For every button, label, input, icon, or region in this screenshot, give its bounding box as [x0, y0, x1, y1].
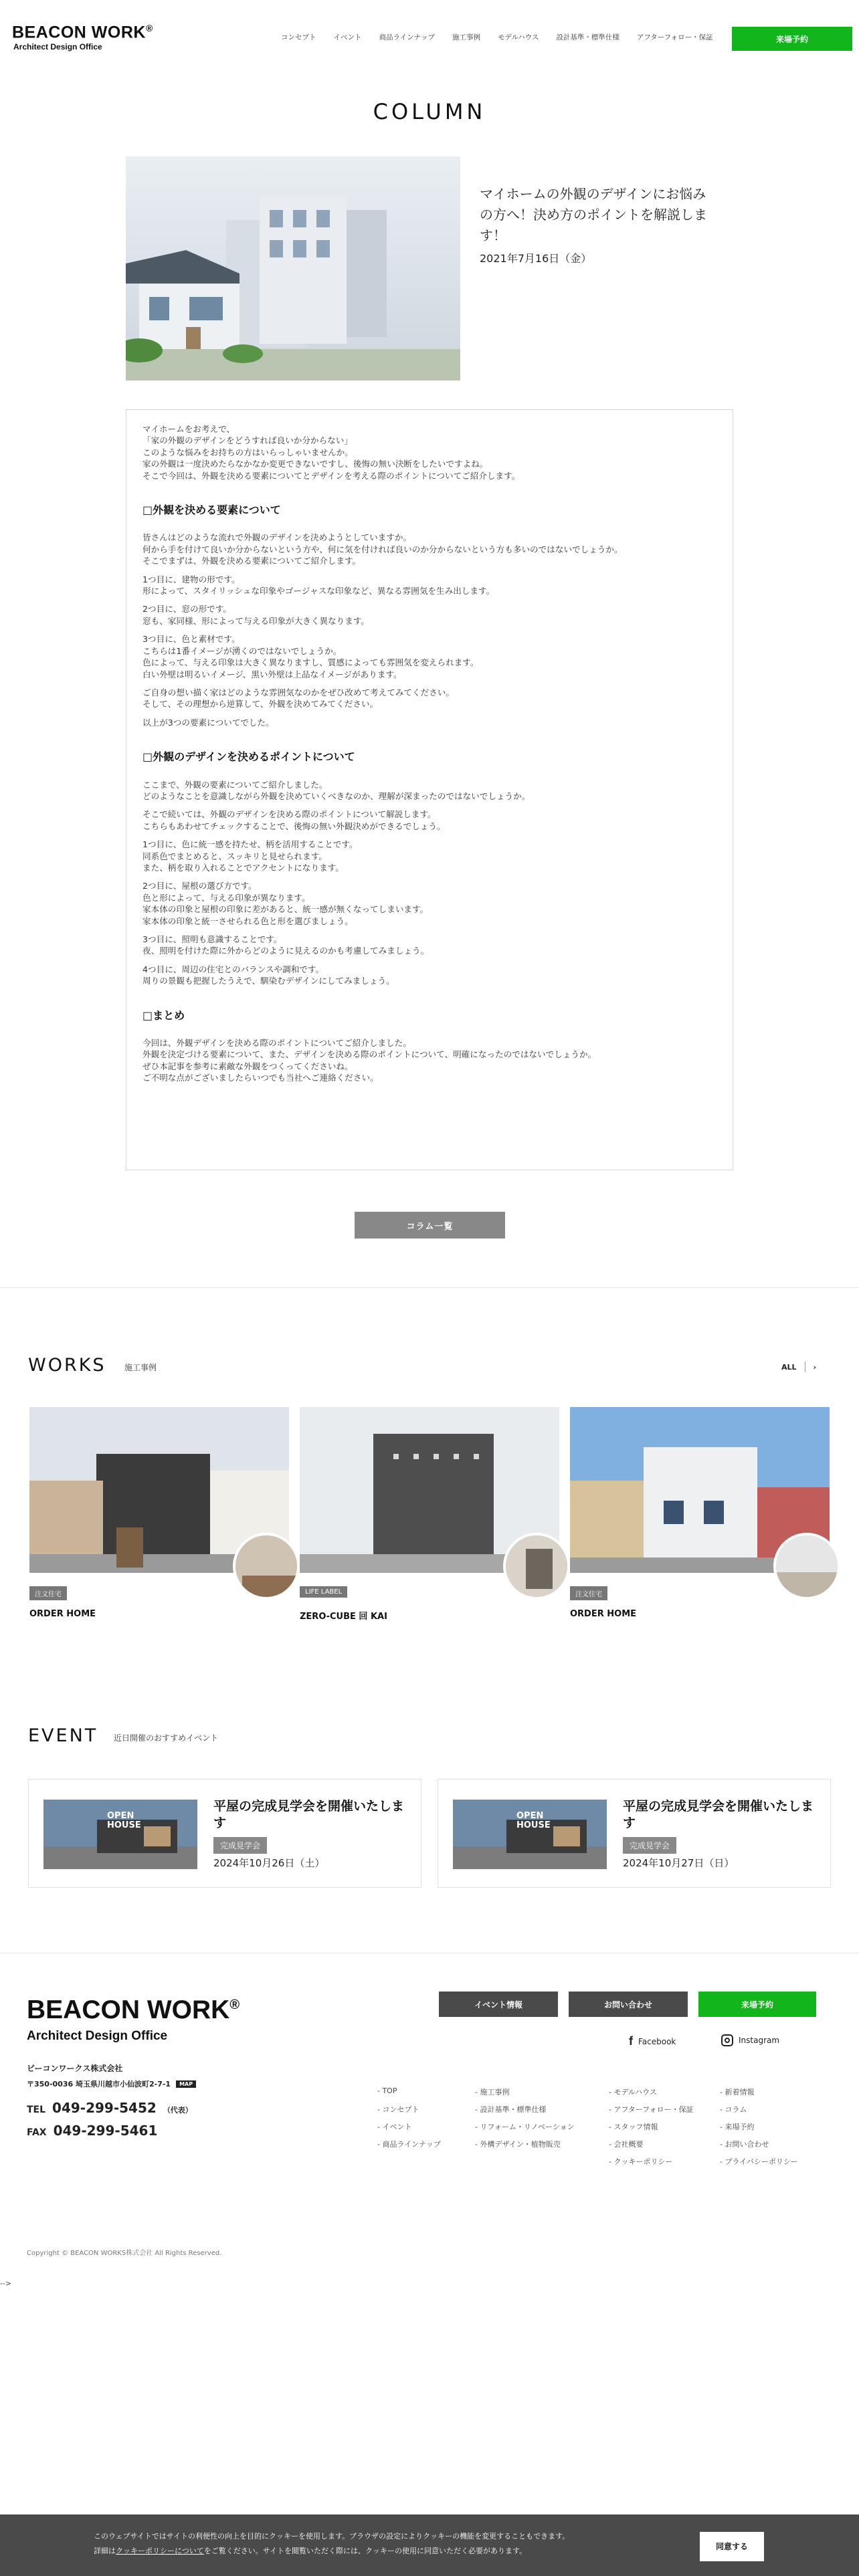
article-hero-image [126, 156, 460, 381]
article-paragraph: 4つ目に、周辺の住宅とのバランスや調和です。 周りの景観も把握したうえで、馴染むデザインにしてみましょう。 [142, 964, 395, 986]
footer-link[interactable]: - イベント [377, 2123, 412, 2131]
column-section-title: COLUMN [373, 99, 486, 124]
footer-link[interactable]: - 新着情報 [720, 2088, 755, 2097]
site-logo[interactable]: BEACON WORK® [12, 23, 153, 42]
footer-link[interactable]: - コラム [720, 2105, 747, 2114]
article-heading-2: □外観のデザインを決めるポイントについて [142, 750, 355, 764]
works-card[interactable] [300, 1407, 559, 1628]
footer-link[interactable]: - 施工事例 [475, 2088, 510, 2097]
nav-works[interactable]: 施工事例 [452, 33, 480, 41]
facebook-link[interactable]: f Facebook [629, 2034, 676, 2048]
event-card-title: 平屋の完成見学会を開催いたします [623, 1799, 814, 1830]
works-tag: 注文住宅 [570, 1586, 607, 1600]
article-title: マイホームの外観のデザインにお悩みの方へ！決め方のポイントを解説します！ [480, 186, 707, 243]
header-reserve-button[interactable]: 来場予約 [732, 27, 852, 51]
footer-link[interactable]: - 設計基準・標準仕様 [475, 2105, 547, 2114]
event-date: 2024年10月27日（日） [623, 1857, 735, 1869]
article-heading-1: □外観を決める要素について [142, 504, 281, 517]
article-paragraph: 以上が3つの要素についてでした。 [142, 717, 274, 728]
works-title: WORKS [28, 1355, 106, 1376]
tel[interactable]: TEL 049-299-5452 （代表） [27, 2100, 193, 2116]
footer-link[interactable]: - クッキーポリシー [609, 2157, 673, 2166]
article-paragraph: 1つ目に、建物の形です。 形によって、スタイリッシュな印象やゴージャスな印象など、異なる雰囲気を生み出します。 [142, 574, 495, 597]
works-card[interactable] [570, 1407, 830, 1628]
copyright: Copyright © BEACON WORKS株式会社 All Rights Reserved. [27, 2250, 222, 2257]
event-date: 2024年10月26日（土） [213, 1857, 325, 1869]
footer-link[interactable]: - 会社概要 [609, 2140, 644, 2149]
nav-event[interactable]: イベント [333, 33, 362, 41]
article-date: 2021年7月16日（金） [480, 252, 592, 265]
footer-logo-subtitle: Architect Design Office [27, 2029, 168, 2043]
event-subtitle: 近日開催のおすすめイベント [114, 1733, 219, 1743]
instagram-link[interactable]: Instagram [721, 2034, 779, 2046]
instagram-icon [721, 2034, 733, 2046]
footer-link[interactable]: - 外構デザイン・植物販売 [475, 2140, 561, 2149]
event-card[interactable] [28, 1779, 421, 1888]
footer-link[interactable]: - プライバシーポリシー [720, 2157, 798, 2166]
article-paragraph: そこで続いては、外観のデザインを決める際のポイントについて解説します。 こちらもあわせてチェックすることで、後悔の無い外観決めができるでしょう。 [142, 809, 446, 831]
cookie-banner [0, 2514, 859, 2576]
stray-text: --> [0, 2279, 12, 2288]
cookie-policy-link[interactable]: クッキーポリシーについて [116, 2547, 204, 2555]
footer-link[interactable]: - コンセプト [377, 2105, 419, 2114]
column-list-button[interactable]: コラム一覧 [355, 1212, 505, 1239]
footer-contact-button[interactable]: お問い合わせ [569, 1992, 688, 2017]
works-name: ORDER HOME [29, 1609, 96, 1619]
works-thumb [233, 1533, 300, 1600]
fax: FAX 049-299-5461 [27, 2123, 158, 2139]
footer-link[interactable]: - TOP [377, 2086, 397, 2095]
works-name: ORDER HOME [570, 1609, 637, 1619]
event-badge: 完成見学会 [213, 1837, 267, 1854]
article-body [126, 409, 733, 1170]
global-nav [281, 32, 731, 42]
event-image-text: OPEN HOUSE [516, 1811, 551, 1830]
event-badge: 完成見学会 [623, 1837, 676, 1854]
article-paragraph: 3つ目に、照明も意識することです。 夜、照明を付けた際に外からどのように見えるのかも考慮してみましょう。 [142, 934, 430, 956]
article-paragraph: 2つ目に、窓の形です。 窓も、家同様、形によって与える印象が大きく異なります。 [142, 604, 370, 626]
company-name: ビーコンワークス株式会社 [27, 2064, 123, 2073]
cookie-agree-button[interactable]: 同意する [700, 2532, 764, 2561]
footer-link[interactable]: - アフターフォロー・保証 [609, 2105, 694, 2114]
footer-event-button[interactable]: イベント情報 [439, 1992, 558, 2017]
article-paragraph: 3つ目に、色と素材です。 こちらは1番イメージが湧くのではないでしょうか。 色によって、与える印象は大きく異なりますし、質感によっても雰囲気を変えられます。 白い外壁は明るいイメージ、黒い外壁は上品なイメージがあります。 [142, 634, 479, 679]
nav-lineup[interactable]: 商品ラインナップ [379, 33, 435, 41]
footer-link[interactable]: - リフォーム・リノベーション [475, 2123, 575, 2131]
works-all-link[interactable]: ALL › [781, 1362, 817, 1372]
article-paragraph: 2つ目に、屋根の選び方です。 色と形によって、与える印象が異なります。 家本体の印象と屋根の印象に差があると、統一感が無くなってしまいます。 家本体の印象と統一させられる色と形を選びましょう。 [142, 881, 429, 926]
works-name: ZERO-CUBE 回 KAI [300, 1612, 387, 1622]
footer-link[interactable]: - 来場予約 [720, 2123, 755, 2131]
works-card[interactable] [29, 1407, 289, 1628]
footer-logo[interactable]: BEACON WORK® [27, 1996, 240, 2024]
cookie-text: 詳細はクッキーポリシーについてをご覧ください。サイトを閲覧いただく際には、クッキーの使用に同意いただく必要があります。 [94, 2547, 527, 2555]
divider [0, 1287, 859, 1288]
article-summary: 今回は、外観デザインを決める際のポイントについてご紹介しました。 外観を決定づける要素について、また、デザインを決める際のポイントについて、明確になったのではないでしょうか。 ぜひ本記事を参考に素敵な外観をつくってくださいね。 ご不明な点がございましたらいつでも当社へご連絡ください。 [142, 1038, 597, 1083]
event-title: EVENT [28, 1725, 98, 1746]
footer-link[interactable]: - スタッフ情報 [609, 2123, 658, 2131]
nav-afterfollow[interactable]: アフターフォロー・保証 [636, 33, 713, 41]
event-card-title: 平屋の完成見学会を開催いたします [213, 1799, 405, 1830]
chevron-right-icon: › [813, 1362, 817, 1372]
nav-modelhouse[interactable]: モデルハウス [497, 33, 539, 41]
footer-link[interactable]: - お問い合わせ [720, 2140, 769, 2149]
company-address: 〒350-0036 埼玉県川越市小仙波町2-7-1 MAP [27, 2078, 196, 2089]
footer-link[interactable]: - モデルハウス [609, 2088, 657, 2097]
map-link[interactable]: MAP [176, 2080, 196, 2088]
event-image [43, 1800, 197, 1869]
works-thumb [503, 1533, 570, 1600]
article-paragraph: ご自身の想い描く家はどのような雰囲気なのかをぜひ改めて考えてみてください。 そして、その理想から逆算して、外観を決めてみてください。 [142, 687, 454, 710]
works-tag: LIFE LABEL [300, 1586, 347, 1598]
works-tag: 注文住宅 [29, 1586, 67, 1600]
works-thumb [773, 1533, 840, 1600]
nav-concept[interactable]: コンセプト [281, 33, 316, 41]
article-paragraph: ここまで、外観の要素についてご紹介しました。 どのようなことを意識しながら外観を決めていくべきなのか、理解が深まったのではないでしょうか。 [142, 779, 531, 801]
footer-link[interactable]: - 商品ラインナップ [377, 2140, 441, 2149]
event-image [453, 1800, 607, 1869]
works-subtitle: 施工事例 [124, 1363, 157, 1372]
cookie-text: このウェブサイトではサイトの利便性の向上を目的にクッキーを使用します。ブラウザの設定によりクッキーの機能を変更することもできます。 [94, 2532, 570, 2541]
site-logo-subtitle: Architect Design Office [13, 42, 102, 51]
article-heading-3: □まとめ [142, 1008, 185, 1022]
article-intro: マイホームをお考えで、 「家の外観のデザインをどうすれば良いか分からない」 このような悩みをお持ちの方はいらっしゃいませんか。 家の外観は一度決めたらなかなか変更できないですし、後悔の無い決断をしたいですよね。 そこで今回は、外観を決める要素についてとデザインを考える際のポイントについてご紹介します。 [142, 424, 520, 481]
event-image-text: OPEN HOUSE [107, 1811, 141, 1830]
article-paragraph: 皆さんはどのような流れで外観のデザインを決めようとしていますか。 何から手を付けて良いか分からないという方や、何に気を付ければ良いのか分からないという方も多いのではないでしょうか。 そこでまずは、外観を決める要素についてご紹介します。 [142, 532, 623, 566]
facebook-icon: f [629, 2034, 633, 2048]
event-card[interactable] [438, 1779, 831, 1888]
footer-reserve-button[interactable]: 来場予約 [698, 1992, 816, 2017]
nav-spec[interactable]: 設計基準・標準仕様 [556, 33, 619, 41]
article-paragraph: 1つ目に、色に統一感を持たせ、柄を活用することです。 同系色でまとめると、スッキリと見せられます。 また、柄を取り入れることでアクセントになります。 [142, 839, 358, 873]
